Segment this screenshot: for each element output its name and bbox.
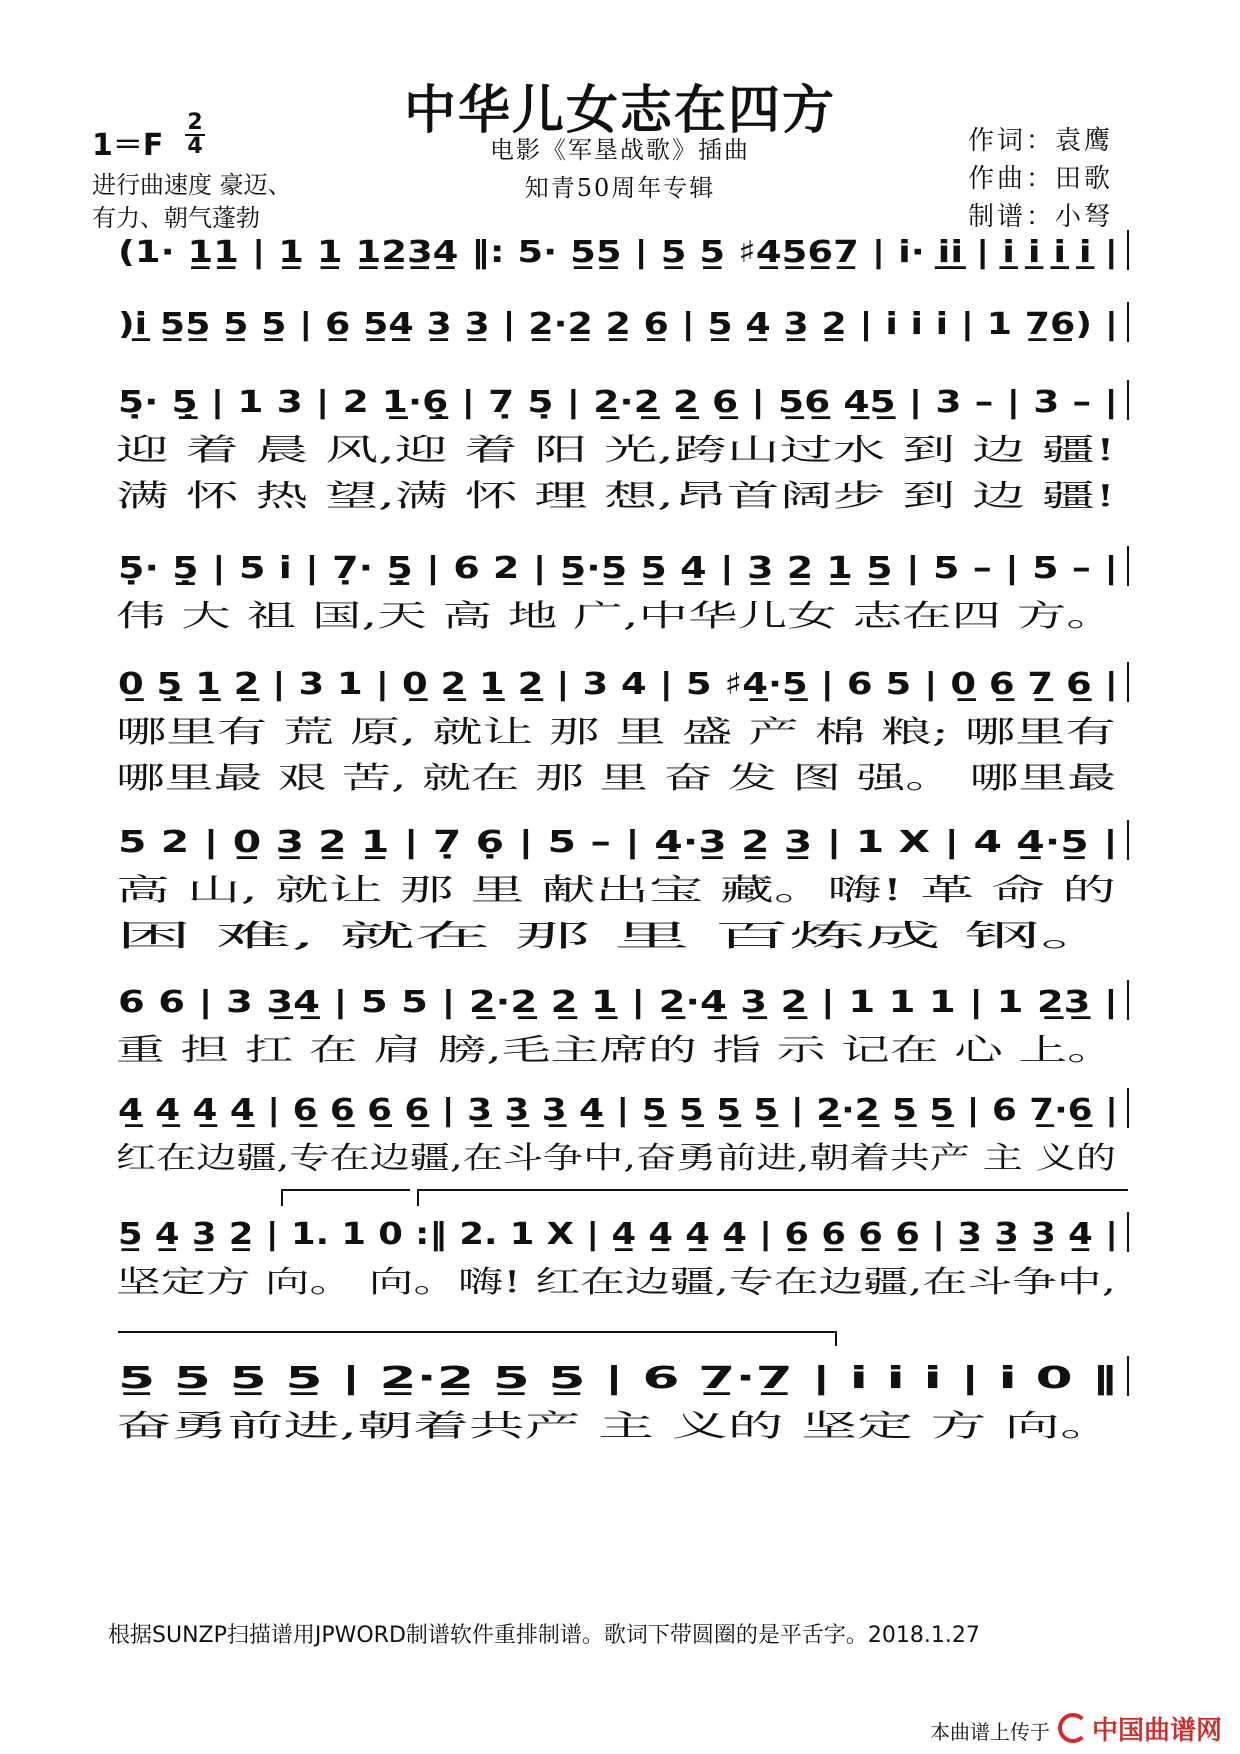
notation-row-6: 5 2 | 0̲ 3̲ 2̲ 1̲ | 7̣ 6̣ | 5 – | 4̲·3̲ 2̲ 3̲ | 1 X | 4 4̲·5̲ | [118,825,1118,860]
time-signature-bottom: 4 [187,134,203,159]
footer-note: 根据SUNZP扫描谱用JPWORD制谱软件重排制谱。歌词下带圆圈的是平舌字。2018.1.27 [108,1623,980,1648]
lyric-row-3-verse-2: 满 怀 热 望,满 怀 理 想,昂首阔步 到 边 疆! [116,479,1116,514]
site-logo-icon [1058,1713,1088,1743]
time-signature-top: 2 [187,110,203,135]
site-logo-text: 中国曲谱网 [1092,1716,1223,1746]
composer-credit: 作曲：田歌 [968,164,1114,194]
tempo-marking: 进行曲速度 豪迈、 [92,171,292,199]
notation-row-4: 5̣· 5̣̲ | 5 i | 7̣· 5̣̲ | 6 2 | 5̲·5̲ 5̲ 4̲ | 3̲ 2̲ 1̲ 5̲ | 5 – | 5 – | [118,551,1118,586]
tempo-marking-cont: 有力、朝气蓬勃 [92,204,260,232]
lyric-row-3-verse-1: 迎 着 晨 风,迎 着 阳 光,跨山过水 到 边 疆! [116,433,1116,468]
lyric-row-5-verse-1: 哪里有 荒 原, 就让 那 里 盛 产 棉 粮; 哪里有 [116,715,1116,750]
notation-row-3: 5̣· 5̣̲ | 1 3 | 2 1̲·6̣̲ | 7̣ 5̣ | 2̲·2̲ 2̲ 6̲ | 5̲6̲ 4̲5̲ | 3 – | 3 – | [118,385,1118,420]
lyric-row-6-verse-1: 高 山, 就让 那 里 献出宝 藏。嗨! 革 命 的 [116,873,1116,908]
volta-bracket-1 [282,1190,410,1206]
notation-row-5: 0̲ 5̣̲ 1̲ 2̲ | 3 1 | 0̲ 2̲ 1̲ 2̲ | 3 4 | 5 ♯4̲·5̲ | 6 5 | 0̲ 6̲ 7̲ 6̲ | [118,667,1118,702]
notation-row-9: 5̲ 4̲ 3̲ 2̲ | 1. 1 0 :‖ 2. 1 X | 4̲ 4̲ 4̲ 4̲ | 6̲ 6̲ 6̲ 6̲ | 3̲ 3̲ 3̲ 4̲ | [118,1217,1118,1252]
subtitle-film: 电影《军垦战歌》插曲 [490,136,750,164]
lyric-row-6-verse-2: 困 难, 就在 那 里 百炼成 钢。 [116,919,1116,954]
lyricist-credit: 作词：袁鹰 [968,126,1114,156]
subtitle-album: 知青50周年专辑 [524,174,716,202]
lyric-row-5-verse-2: 哪里最 艰 苦, 就在 那 里 奋 发 图 强。 哪里最 [116,761,1116,796]
notation-row-1: (1· 1̲1̲ | 1̲ 1̲ 1̲2̲3̲4̲ ‖: 5· 5̲5̲ | 5̲ 5̲ ♯4̲5̲6̲7̲ | i· i̲i̲ | i̲ i̲ i̲ i̲ | [118,235,1118,270]
notation-row-2: )i̲ 5̲5̲ 5̲ 5̲ | 6̲ 5̲4̲ 3̲ 3̲ | 2̲·2̲ 2̲ 6̲ | 5̲ 4̲ 3̲ 2̲ | i i i | 1 7̲6̲) | [118,307,1118,342]
lyric-row-7-verse-1: 重 担 扛 在 肩 膀,毛主席的 指 示 记在 心 上。 [116,1033,1116,1068]
lyric-row-4-verse-1: 伟 大 祖 国,天 高 地 广,中华儿女 志在四 方。 [116,599,1116,634]
lyric-row-9-verse-1: 坚定方 向。 向。嗨! 红在边疆,专在边疆,在斗争中, [116,1265,1116,1300]
upload-note: 本曲谱上传于 [930,1720,1050,1744]
lyric-row-8-verse-1: 红在边疆,专在边疆,在斗争中,奋勇前进,朝着共产 主 义的 [116,1141,1116,1176]
volta-bracket-2 [418,1190,1128,1206]
site-logo [1058,1710,1222,1747]
lyric-row-10-verse-1: 奋勇前进,朝着共产 主 义的 坚定 方 向。 [116,1409,1116,1444]
arranger-credit: 制谱：小弩 [968,202,1114,232]
notation-row-10: 5̲ 5̲ 5̲ 5̲ | 2̲·2̲ 5̲ 5̲ | 6 7̲·7̲ | i i i | i 0 ‖ [118,1361,1118,1396]
page-title: 中华儿女志在四方 [403,81,836,141]
notation-row-7: 6 6 | 3 3̲4̲ | 5 5 | 2̲·2̲ 2̲ 1̲ | 2̲·4̲ 3̲ 2̲ | 1 1 1 | 1 2̲3̲ | [118,985,1118,1020]
ending-bracket [118,1332,836,1346]
notation-row-8: 4̲ 4̲ 4̲ 4̲ | 6̲ 6̲ 6̲ 6̲ | 3̲ 3̲ 3̲ 4̲ | 5̲ 5̲ 5̲ 5̲ | 2̲·2̲ 5̲ 5̲ | 6 7̲·6̲ | [118,1093,1118,1128]
key-signature: 1＝F [92,128,164,163]
